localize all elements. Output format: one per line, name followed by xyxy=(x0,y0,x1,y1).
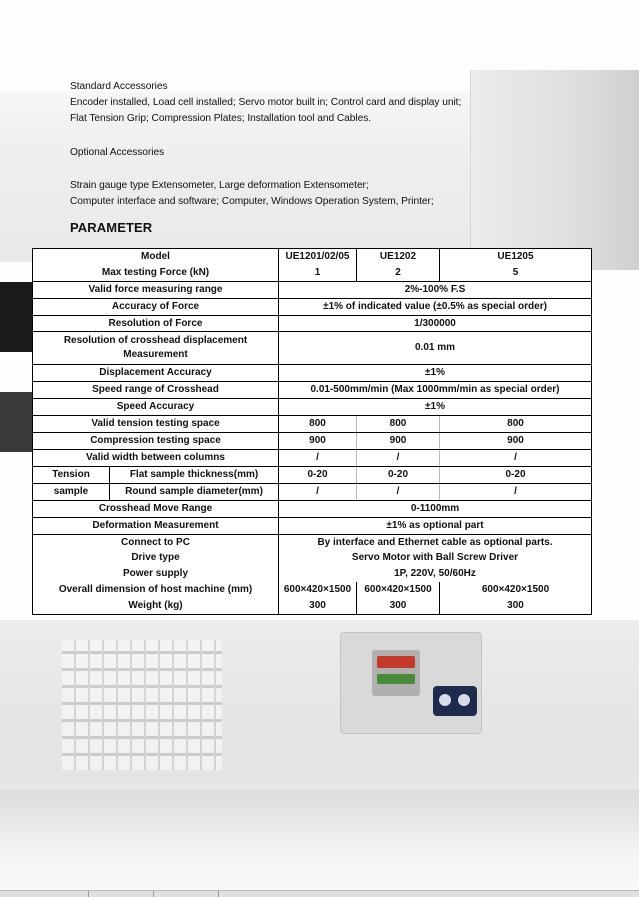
cell-value: / xyxy=(440,449,592,466)
standard-accessories-line: Flat Tension Grip; Compression Plates; Installation tool and Cables. xyxy=(70,113,372,124)
parameter-heading: PARAMETER xyxy=(70,220,153,235)
row-label: Max testing Force (kN) xyxy=(33,265,279,281)
row-label: Resolution of Force xyxy=(33,315,279,332)
row-label: Drive type xyxy=(33,550,279,566)
tension-sample-cell xyxy=(33,466,279,483)
table-row xyxy=(33,598,592,614)
table-row xyxy=(33,249,592,265)
row-label: Weight (kg) xyxy=(33,598,279,614)
row-label: Deformation Measurement xyxy=(33,517,279,534)
table-row xyxy=(33,500,592,517)
red-led-readout xyxy=(377,656,415,668)
table-row xyxy=(33,399,592,416)
row-label: Accuracy of Force xyxy=(33,298,279,315)
cell-value: 0-20 xyxy=(440,466,592,483)
standard-accessories-line: Encoder installed, Load cell installed; Servo motor built in; Control card and display unit; xyxy=(70,97,462,108)
bottom-tab xyxy=(89,891,154,897)
cell-value: ±1% as optional part xyxy=(279,517,592,534)
row-label: Connect to PC xyxy=(33,534,279,550)
cell-value: 600×420×1500 xyxy=(357,582,440,598)
table-row xyxy=(33,433,592,450)
table-row xyxy=(33,466,592,483)
table-row xyxy=(33,365,592,382)
machine-side-panel xyxy=(470,70,639,270)
cell-value: 2%-100% F.S xyxy=(279,281,592,298)
cell-value: ±1% xyxy=(279,365,592,382)
green-led-readout xyxy=(377,674,415,684)
table-row xyxy=(33,298,592,315)
row-label: Compression testing space xyxy=(33,433,279,450)
cell-value: / xyxy=(279,483,357,500)
row-label: Speed range of Crosshead xyxy=(33,382,279,399)
row-label: Power supply xyxy=(33,566,279,582)
tension-sample-group-label: sample xyxy=(33,484,110,500)
controller-keypad xyxy=(433,686,477,716)
cell-value: 1 xyxy=(279,265,357,281)
cell-value: 300 xyxy=(357,598,440,614)
cell-value: ±1% xyxy=(279,399,592,416)
row-label: Valid tension testing space xyxy=(33,416,279,433)
table-row xyxy=(33,517,592,534)
bottom-tab xyxy=(24,891,89,897)
optional-accessories-line: Strain gauge type Extensometer, Large deformation Extensometer; xyxy=(70,180,369,191)
cell-value: Servo Motor with Ball Screw Driver xyxy=(279,550,592,566)
row-label: Valid force measuring range xyxy=(33,281,279,298)
cell-value: 300 xyxy=(440,598,592,614)
cell-value: 0-1100mm xyxy=(279,500,592,517)
cell-value: / xyxy=(357,449,440,466)
machine-vent-grille xyxy=(62,640,222,770)
tension-sample-group-label: Tension xyxy=(33,467,110,483)
row-label: Round sample diameter(mm) xyxy=(125,485,263,497)
cell-value: 800 xyxy=(357,416,440,433)
parameter-table xyxy=(32,248,592,615)
row-label: Resolution of crosshead displacement Measurement xyxy=(33,332,279,365)
row-label: Model xyxy=(33,249,279,265)
cell-value: 0.01 mm xyxy=(279,332,592,365)
tension-sample-split xyxy=(33,484,278,500)
keypad-button-icon xyxy=(458,694,470,706)
standard-accessories-heading: Standard Accessories xyxy=(70,81,168,92)
table-row xyxy=(33,550,592,566)
optional-accessories-heading: Optional Accessories xyxy=(70,147,165,158)
cell-value: 5 xyxy=(440,265,592,281)
cell-value: 0-20 xyxy=(279,466,357,483)
row-label: Speed Accuracy xyxy=(33,399,279,416)
row-label: Crosshead Move Range xyxy=(33,500,279,517)
cell-value: / xyxy=(279,449,357,466)
table-row xyxy=(33,315,592,332)
cell-value: / xyxy=(440,483,592,500)
bottom-tab-strip xyxy=(0,890,639,897)
cell-value: 900 xyxy=(279,433,357,450)
cell-value: UE1205 xyxy=(440,249,592,265)
cell-value: 0-20 xyxy=(357,466,440,483)
table-row xyxy=(33,416,592,433)
cell-value: 900 xyxy=(357,433,440,450)
cell-value: 1/300000 xyxy=(279,315,592,332)
cell-value: 800 xyxy=(279,416,357,433)
machine-base-shadow xyxy=(0,790,639,897)
optional-accessories-line: Computer interface and software; Computer, Windows Operation System, Printer; xyxy=(70,196,434,207)
cell-value: 600×420×1500 xyxy=(279,582,357,598)
tension-sample-cell xyxy=(33,483,279,500)
cell-value: UE1201/02/05 xyxy=(279,249,357,265)
table-row xyxy=(33,582,592,598)
cell-value: 600×420×1500 xyxy=(440,582,592,598)
cell-value: 800 xyxy=(440,416,592,433)
row-label: Displacement Accuracy xyxy=(33,365,279,382)
table-row xyxy=(33,534,592,550)
cell-value: 300 xyxy=(279,598,357,614)
cell-value: UE1202 xyxy=(357,249,440,265)
row-label: Valid width between columns xyxy=(33,449,279,466)
table-row xyxy=(33,449,592,466)
table-row xyxy=(33,265,592,281)
table-row xyxy=(33,332,592,365)
row-label: Flat sample thickness(mm) xyxy=(129,468,259,480)
table-row xyxy=(33,566,592,582)
bottom-tab xyxy=(154,891,219,897)
cell-value: ±1% of indicated value (±0.5% as special order) xyxy=(279,298,592,315)
row-label: Overall dimension of host machine (mm) xyxy=(33,582,279,598)
table-row xyxy=(33,281,592,298)
table-row xyxy=(33,382,592,399)
tension-sample-split xyxy=(33,467,278,483)
cell-value: / xyxy=(357,483,440,500)
cell-value: By interface and Ethernet cable as optional parts. xyxy=(279,534,592,550)
machine-dark-panel-lower xyxy=(0,392,32,452)
table-row xyxy=(33,483,592,500)
keypad-button-icon xyxy=(439,694,451,706)
cell-value: 0.01-500mm/min (Max 1000mm/min as special order) xyxy=(279,382,592,399)
machine-dark-panel xyxy=(0,282,32,352)
cell-value: 2 xyxy=(357,265,440,281)
cell-value: 1P, 220V, 50/60Hz xyxy=(279,566,592,582)
cell-value: 900 xyxy=(440,433,592,450)
